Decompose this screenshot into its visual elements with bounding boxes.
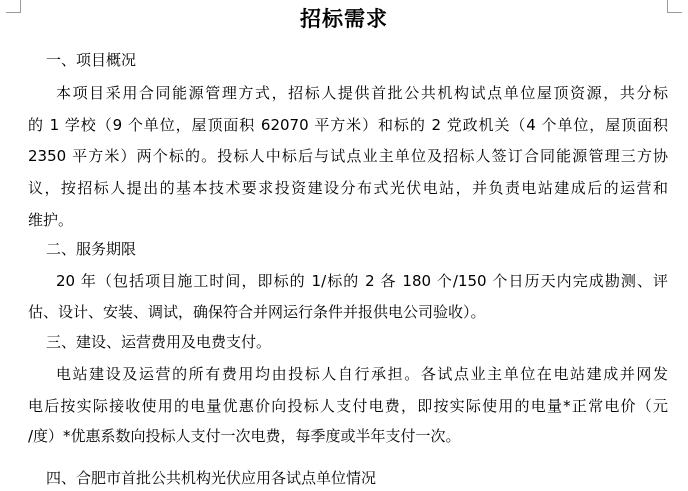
section-heading: 三、建设、运营费用及电费支付。 [46,333,272,351]
section-heading: 四、合肥市首批公共机构光伏应用各试点单位情况 [46,469,377,487]
paragraph-line: 2350 平方米）两个标的。投标人中标后与试点业主单位及招标人签订合同能源管理三方协 [28,147,668,165]
document-title: 招标需求 [300,7,388,31]
paragraph-line: /度）*优惠系数向投标人支付一次电费，每季度或半年支付一次。 [28,427,461,445]
section-heading: 一、项目概况 [46,51,137,69]
paragraph-line: 议，按招标人提出的基本技术要求投资建设分布式光伏电站，并负责电站建成后的运营和 [28,179,668,197]
paragraph-line: 20 年（包括项目施工时间，即标的 1/标的 2 各 180 个/150 个日历天内完成勘测、评 [56,272,668,290]
paragraph-line: 估、设计、安装、调试，确保符合并网运行条件并报供电公司验收）。 [28,303,486,321]
section-heading: 二、服务期限 [46,240,137,258]
paragraph-line: 的 1 学校（9 个单位，屋顶面积 62070 平方米）和标的 2 党政机关（4 个单位，屋顶面积 [28,116,668,134]
paragraph-line: 电后按实际接收使用的电量优惠价向投标人支付电费，即按实际使用的电量*正常电价（元 [28,397,668,415]
paragraph-line: 电站建设及运营的所有费用均由投标人自行承担。各试点业主单位在电站建成并网发 [56,365,668,383]
paragraph-line: 本项目采用合同能源管理方式，招标人提供首批公共机构试点单位屋顶资源，共分标 [56,84,668,102]
paragraph-line: 维护。 [28,211,74,229]
